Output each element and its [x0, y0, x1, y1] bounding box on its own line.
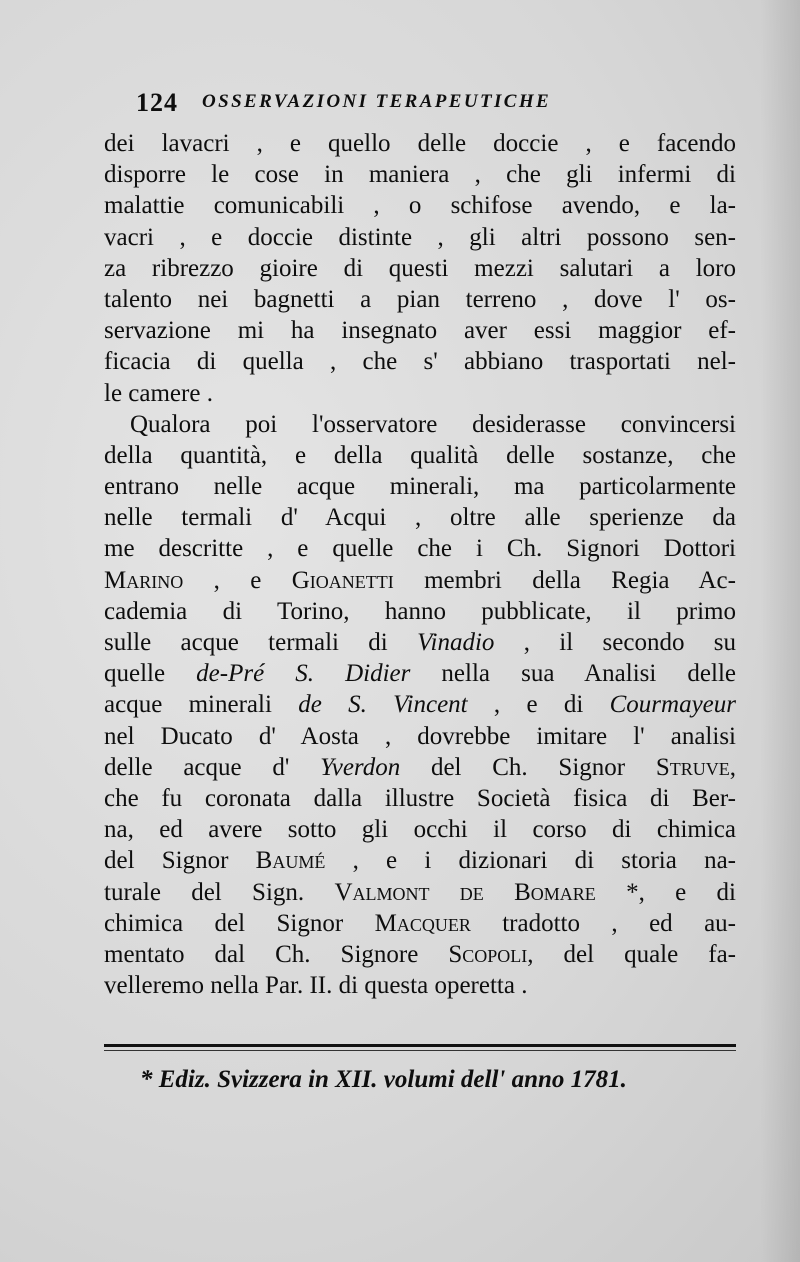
author-name-macquer: Macquer: [374, 909, 471, 937]
author-name-gioanetti: Gioanetti: [291, 566, 394, 594]
text-line: me descritte , e quelle che i Ch. Signori Dottori: [104, 535, 736, 563]
author-name-marino: Marino: [104, 566, 184, 594]
author-name-struve: Struve: [655, 753, 730, 781]
text-line: acque minerali de S. Vincent , e di Courmayeur: [104, 691, 736, 719]
paragraph-end-line: le camere .: [104, 379, 213, 407]
text-line: mentato dal Ch. Signore Scopoli, del quale fa-: [104, 940, 736, 968]
place-yverdon: Yverdon: [320, 753, 401, 781]
text-line: entrano nelle acque minerali, ma particolarmente: [104, 473, 736, 501]
page-edge-shadow: [760, 0, 800, 1262]
author-name-baume: Baumé: [255, 847, 326, 875]
page-header: [136, 88, 736, 118]
text-line: disporre le cose in maniera , che gli infermi di: [104, 161, 736, 189]
text-line: del Signor Baumé , e i dizionari di storia na-: [104, 847, 736, 875]
text-line: che fu coronata dalla illustre Società fisica di Ber-: [104, 784, 736, 812]
text-line: servazione mi ha insegnato aver essi maggior ef-: [104, 317, 736, 345]
text-line: chimica del Signor Macquer tradotto , ed au-: [104, 909, 737, 937]
text-line: vacri , e doccie distinte , gli altri possono sen-: [104, 223, 736, 251]
body-text: [104, 128, 736, 1001]
place-vinadio: Vinadio: [417, 629, 495, 656]
text-line: delle acque d' Yverdon del Ch. Signor Struve,: [104, 753, 736, 781]
paragraph-end-line: velleremo nella Par. II. di questa operetta .: [104, 972, 528, 1000]
text-line: talento nei bagnetti a pian terreno , dove l' os-: [104, 285, 736, 313]
author-name-scopoli: Scopoli: [448, 940, 528, 968]
text-line: ficacia di quella , che s' abbiano trasportati nel-: [104, 348, 736, 376]
place-s-vincent: de S. Vincent: [298, 691, 468, 719]
footnote: * Ediz. Svizzera in XII. volumi dell' anno 1781.: [140, 1066, 627, 1093]
author-name-valmont-de-bomare: Valmont de Bomare: [334, 878, 596, 906]
place-courmayeur: Courmayeur: [609, 691, 736, 719]
running-head: OSSERVAZIONI TERAPEUTICHE: [202, 91, 552, 112]
text-line: dei lavacri , e quello delle doccie , e facendo: [104, 130, 736, 157]
text-line: Marino , e Gioanetti membri della Regia Ac-: [104, 566, 736, 594]
text-line: quelle de-Pré S. Didier nella sua Analisi delle: [104, 660, 736, 688]
footnote-rule-thin: [104, 1050, 736, 1051]
place-pre-s-didier: de-Pré S. Didier: [196, 660, 411, 688]
text-line: turale del Sign. Valmont de Bomare *, e di: [104, 878, 736, 906]
text-line: nel Ducato d' Aosta , dovrebbe imitare l' analisi: [104, 722, 736, 750]
footnote-rule: [104, 1044, 736, 1047]
text-line: cademia di Torino, hanno pubblicate, il primo: [104, 597, 736, 625]
text-line: na, ed avere sotto gli occhi il corso di chimica: [104, 816, 736, 844]
text-line: della quantità, e della qualità delle sostanze, che: [104, 441, 736, 469]
text-line: sulle acque termali di Vinadio , il secondo su: [104, 629, 736, 656]
text-line: za ribrezzo gioire di questi mezzi salutari a loro: [104, 254, 736, 282]
text-line: nelle termali d' Acqui , oltre alle sperienze da: [104, 504, 736, 532]
page-number: 124: [136, 88, 178, 117]
text-line: malattie comunicabili , o schifose avendo, e la-: [104, 192, 736, 220]
paragraph-start-line: Qualora poi l'osservatore desiderasse convincersi: [130, 410, 736, 438]
